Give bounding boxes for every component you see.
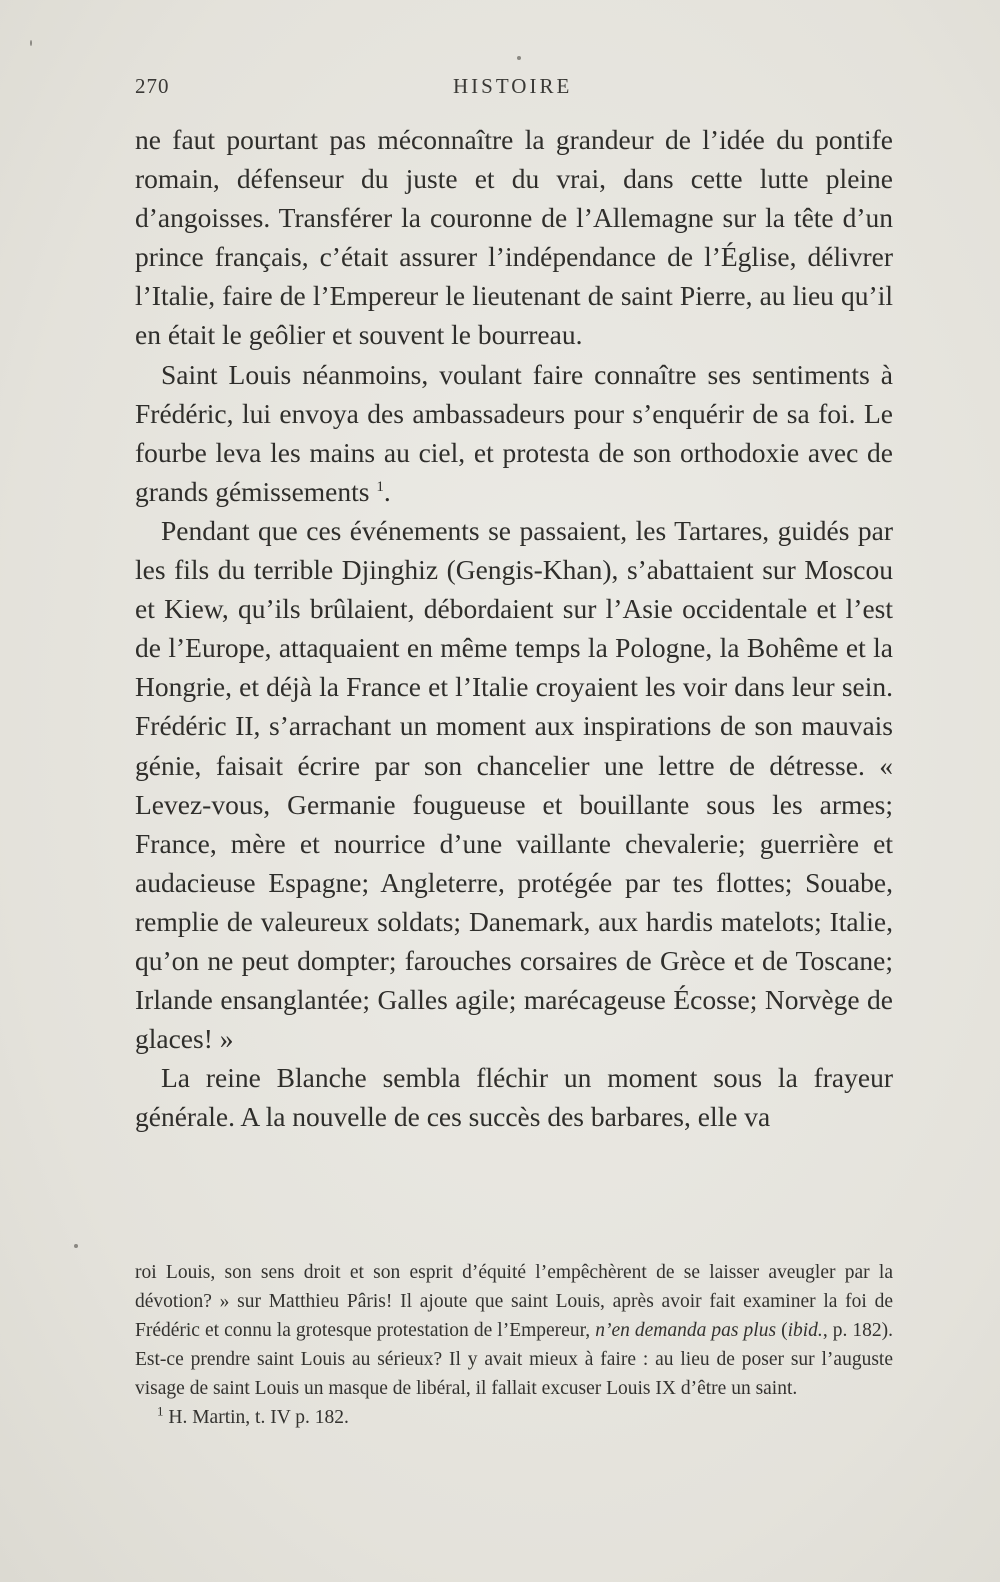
footnote-1-text: H. Martin, t. IV p. 182. — [163, 1407, 349, 1428]
footnote-1 — [135, 1403, 893, 1432]
paragraph-text: Pendant que ces événements se passaient, les Tartares, guidés par les fils du terrible Djinghiz (Gengis-Khan), s’abattaient sur Moscou et Kiew, qu’ils brûlaient, débordaient sur l’Asie occidentale et l’est de l’Europe, attaquaient en même temps la Pologne, la Bohême et la Hongrie, et déjà la France et l’Italie croyaient les voir dans leur sein. Frédéric II, s’arrachant un moment aux inspirations de son mauvais génie, faisait écrire par son chancelier une lettre de détresse. « Levez-vous, Germanie fougueuse et bouillante sous les armes; France, mère et nourrice d’une vaillante chevalerie; guerrière et audacieuse Espagne; Angleterre, protégée par tes flottes; Souabe, remplie de valeureux soldats; Danemark, aux hardis matelots; Italie, qu’on ne peut dompter; farouches corsaires de Grèce et de Toscane; Irlande ensanglantée; Galles agile; marécageuse Écosse; Norvège de glaces! » — [135, 514, 893, 1055]
paper-speck — [30, 40, 32, 46]
footnote-ibid: ibid. — [787, 1320, 823, 1341]
page-header — [135, 74, 893, 108]
paragraph-continuation — [135, 120, 893, 355]
footnote-continuation — [135, 1258, 893, 1403]
footnote-italic-phrase: n’en demanda pas plus — [595, 1320, 777, 1341]
main-text — [135, 120, 893, 1136]
paragraph — [135, 1058, 893, 1136]
footnote-reference: 1 — [376, 478, 384, 495]
paragraph-text: ne faut pourtant pas méconnaître la grandeur de l’idée du pontife romain, défenseur du juste et du vrai, dans cette lutte pleine d’angoisses. Transférer la couronne de l’Allemagne sur la tête d’un prince français, c’était assurer l’indépendance de l’Église, délivrer l’Italie, faire de l’Empereur le lieutenant de saint Pierre, au lieu qu’il en était le geôlier et souvent le bourreau. — [135, 124, 893, 351]
paper-speck — [517, 56, 521, 60]
paragraph-text: Saint Louis néanmoins, voulant faire connaître ses sentiments à Frédéric, lui envoya des ambassadeurs pour s’enquérir de sa foi. Le fourbe leva les mains au ciel, et protesta de son orthodoxie avec de grands gémissements — [135, 358, 893, 507]
paragraph — [135, 355, 893, 511]
footnote-paren: ( — [776, 1320, 788, 1341]
paper-speck — [74, 1244, 78, 1248]
footnotes — [135, 1258, 893, 1432]
paragraph-text: La reine Blanche sembla fléchir un moment sous la frayeur générale. A la nouvelle de ces succès des barbares, elle va — [135, 1062, 893, 1133]
page-number: 270 — [135, 74, 170, 98]
footnote-number: 1 — [157, 1403, 164, 1419]
running-title: HISTOIRE — [453, 74, 573, 98]
footnote-reference-suffix: . — [383, 475, 391, 507]
footnote-text: , p. 182). Est-ce prendre saint Louis au sérieux? Il y avait mieux à faire : au lieu de poser sur l’auguste visage de saint Louis un masque de libéral, il fallait excuser Louis IX d’être un saint. — [135, 1320, 894, 1399]
paragraph — [135, 511, 893, 1058]
footnote-text: roi Louis, son sens droit et son esprit d’équité l’empêchèrent de se laisser aveugler par la dévotion? » sur Matthieu Pâris! Il ajoute que saint Louis, après avoir fait examiner la foi de Frédéric et connu la grotesque protestation de l’Empereur, — [135, 1262, 893, 1341]
